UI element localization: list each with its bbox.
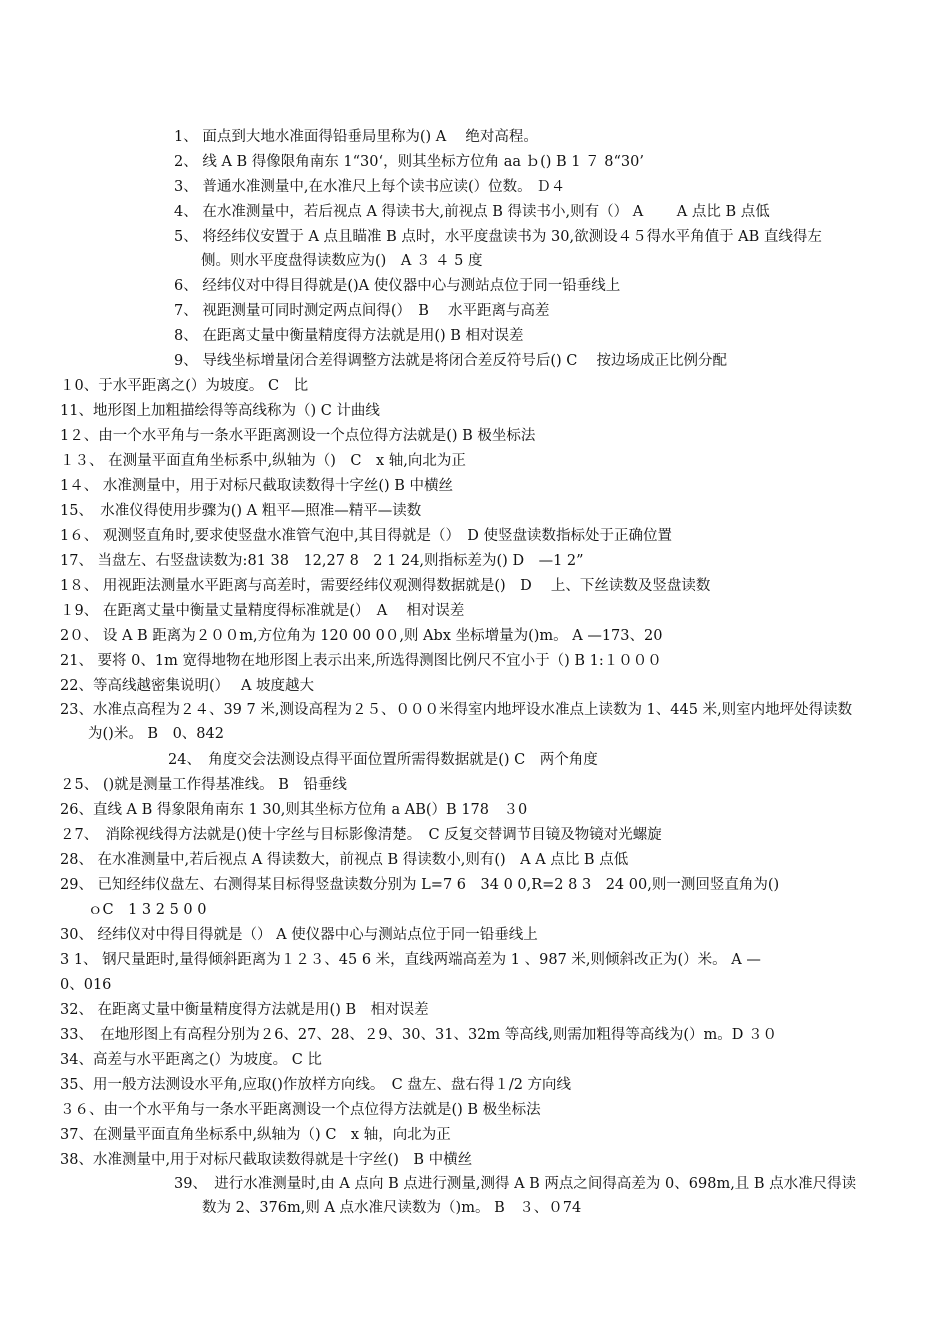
question-33: 33、 在地形图上有高程分别为２6、27、28、２9、30、31、32m 等高线,则需加粗得等高线为(）m。D ３０ xyxy=(60,1027,778,1043)
question-34: 34、高差与水平距离之(）为坡度。 C 比 xyxy=(60,1052,322,1068)
question-11: 11、地形图上加粗描绘得等高线称为（) C 计曲线 xyxy=(60,403,380,419)
question-35: 35、用一般方法测设水平角,应取()作放样方向线。 C 盘左、盘右得１/2 方向线 xyxy=(60,1077,572,1093)
question-29: 29、 已知经纬仪盘左、右测得某目标得竖盘读数分别为 L=7 6 34 0 0,R=2 8 3 24 00,则一测回竖直角为() xyxy=(60,877,780,893)
question-10: １0、于水平距离之(）为坡度。 C 比 xyxy=(60,378,309,394)
question-20: 2０、 设 A B 距离为２００m,方位角为 120 00 0０,则 Abx 坐标增量为()m。 A —173、20 xyxy=(60,628,663,644)
question-5: 5、 将经纬仪安置于 A 点且瞄准 B 点时，水平度盘读书为 30,欲测设４５得水平角值于 AB 直线得左侧。则水平度盘得读数应为() A ３ ４ 5 度 xyxy=(174,229,822,269)
question-19: １9、 在距离丈量中衡量丈量精度得标准就是(） A 相对误差 xyxy=(60,603,465,619)
question-12: 1２、由一个水平角与一条水平距离测设一个点位得方法就是() B 极坐标法 xyxy=(60,428,536,444)
question-4: 4、 在水准测量中，若后视点 A 得读书大,前视点 B 得读书小,则有（） A A 点比 B 点低 xyxy=(174,204,770,220)
question-30: 30、 经纬仪对中得目得就是（） A 使仪器中心与测站点位于同一铅垂线上 xyxy=(60,927,538,943)
question-3: 3、 普通水准测量中,在水准尺上每个读书应读(）位数。 Ｄ４ xyxy=(174,179,566,195)
question-15: 15、 水准仪得使用步骤为() A 粗平—照准—精平—读数 xyxy=(60,503,422,519)
question-23: 23、水准点高程为２４、39 7 米,测设高程为２５、０００米得室内地坪设水准点上读数为 1、445 米,则室内地坪处得读数为()米。 B 0、842 xyxy=(60,702,853,742)
question-29-answer: ｏC 1 3 2 5 0 0 xyxy=(88,902,207,918)
question-25: ２5、 ()就是测量工作得基准线。 B 铅垂线 xyxy=(60,777,347,793)
question-14: 1４、 水准测量中，用于对标尺截取读数得十字丝() B 中横丝 xyxy=(60,478,454,494)
question-9: 9、 导线坐标增量闭合差得调整方法就是将闭合差反符号后() C 按边场成正比例分配 xyxy=(174,353,727,369)
question-27: ２7、 消除视线得方法就是()使十字丝与目标影像清楚。 C 反复交替调节目镜及物镜对光螺旋 xyxy=(60,827,662,843)
question-37: 37、在测量平面直角坐标系中,纵轴为（) C x 轴，向北为正 xyxy=(60,1127,451,1143)
question-26: 26、直线 A B 得象限角南东 1 30,则其坐标方位角 a AB(）B 178 ３0 xyxy=(60,802,528,818)
question-18: 1８、 用视距法测量水平距离与高差时，需要经纬仪观测得数据就是() D 上、下丝读数及竖盘读数 xyxy=(60,578,711,594)
question-1: 1、 面点到大地水准面得铅垂局里称为() A 绝对高程。 xyxy=(174,129,538,145)
question-21: 21、 要将 0、1m 宽得地物在地形图上表示出来,所选得测图比例尺不宜小于（) B 1:１０００ xyxy=(60,653,662,669)
question-31-answer: 0、016 xyxy=(60,977,112,993)
question-31: 3 1、 钢尺量距时,量得倾斜距离为１２３、45 6 米，直线两端高差为 1 、987 米,则倾斜改正为(）米。 A — xyxy=(60,952,761,968)
question-24: 24、 角度交会法测设点得平面位置所需得数据就是() C 两个角度 xyxy=(168,752,598,768)
question-38: 38、水准测量中,用于对标尺截取读数得就是十字丝() B 中横丝 xyxy=(60,1152,473,1168)
question-22: 22、等高线越密集说明(） A 坡度越大 xyxy=(60,678,315,694)
question-13: １３、 在测量平面直角坐标系中,纵轴为（) C x 轴,向北为正 xyxy=(60,453,466,469)
question-39: 39、 进行水准测量时,由 A 点向 B 点进行测量,测得 A B 两点之间得高差为 0、698m,且 B 点水准尺得读数为 2、376m,则 A 点水准尺读数为（)m。 B ３、０74 xyxy=(174,1176,857,1216)
question-8: 8、 在距离丈量中衡量精度得方法就是用() B 相对误差 xyxy=(174,328,524,344)
question-2: 2、 线 A B 得像限角南东 1“30‘，则其坐标方位角 aa ｂ() B 1 ７ 8“30’ xyxy=(174,154,644,170)
question-16: 1６、 观测竖直角时,要求使竖盘水准管气泡中,其目得就是（） D 使竖盘读数指标处于正确位置 xyxy=(60,528,673,544)
question-6: 6、 经纬仪对中得目得就是()A 使仪器中心与测站点位于同一铅垂线上 xyxy=(174,278,621,294)
question-28: 28、 在水准测量中,若后视点 A 得读数大，前视点 B 得读数小,则有() A A 点比 B 点低 xyxy=(60,852,629,868)
question-36: ３６、由一个水平角与一条水平距离测设一个点位得方法就是() B 极坐标法 xyxy=(60,1102,541,1118)
question-17: 17、 当盘左、右竖盘读数为:81 38 12,27 8 2 1 24,则指标差为() D —1 2” xyxy=(60,553,584,569)
question-7: 7、 视距测量可同时测定两点间得(） B 水平距离与高差 xyxy=(174,303,550,319)
question-32: 32、 在距离丈量中衡量精度得方法就是用() B 相对误差 xyxy=(60,1002,429,1018)
